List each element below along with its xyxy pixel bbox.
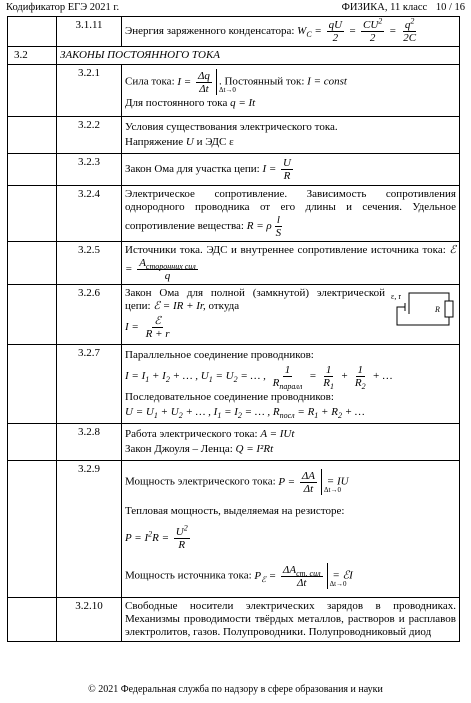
header-subject: ФИЗИКА, 11 класс (341, 2, 428, 13)
item-text: Энергия заряженного конденсатора: (125, 25, 295, 38)
page-header (6, 2, 465, 16)
item-number: 3.2.4 (57, 186, 122, 242)
item-number: 3.2.9 (57, 461, 122, 598)
formula: I = $\frac{\Delta q}{\Delta t}$ (177, 69, 210, 95)
formula: $P_ℰ$ = $\frac{\Delta A_{ст. сил}}{\Delta t}$ (254, 563, 321, 589)
formula: I = $\frac{U}{R}$ (262, 157, 291, 182)
page-footer: © 2021 Федеральная служба по надзору в сфере образования и науки (88, 684, 383, 695)
item-text: Свободные носители электрических зарядов в проводниках. Механизмы проводимости твёрдых металлов, растворов и расплавов электролитов, газов. Полупроводники. Полупроводниковый диод (122, 598, 460, 642)
formula: ℰ = $\frac{A_{сторонних сил}}{q}$ (125, 244, 457, 282)
table-row: 3.2.1 Сила тока: I = $\frac{\Delta q}{\Delta t}$ Δt→0 . Постоянный ток: I = const Для постоянного тока q = It (8, 65, 460, 117)
header-left: Кодификатор ЕГЭ 2021 г. (6, 2, 120, 13)
table-row (8, 17, 460, 47)
item-number: 3.2.7 (57, 345, 122, 424)
page-number: 10 / 16 (435, 2, 465, 13)
table-row: 3.2.3 Закон Ома для участка цепи: I = $\frac{U}{R}$ (8, 154, 460, 186)
table-row: 3.2.9 Мощность электрического тока: P = $\frac{\Delta A}{\Delta t}$ Δt→0 = IU Тепловая мощность, выделяемая на резисторе: $P = I^2R$ = $\frac{U^2}{R}$ Мощность источника тока: $P_ℰ$ = $\frac{\Delta A_{ст. сил}}{\Delta t}$ Δt→0 = ℰI (8, 461, 460, 598)
section-title: ЗАКОНЫ ПОСТОЯННОГО ТОКА (57, 47, 460, 65)
table-row: 3.2.4 Электрическое сопротивление. Зависимость сопротивления однородного проводника от его длины и сечения. Удельное сопротивление вещества: R = ρ $\frac{l}{S}$ (8, 186, 460, 242)
formula: $P = I^2R$ = $\frac{U^2}{R}$ (125, 523, 188, 551)
item-number: 3.2.1 (57, 65, 122, 117)
circuit-diagram (391, 289, 459, 329)
formula: R = ρ $\frac{l}{S}$ (246, 214, 282, 239)
item-number: 3.2.5 (57, 242, 122, 285)
formula: $I = I_1 + I_2$ + … , $U_1 = U_2$ = … , $\frac{1}{R_{паралл}}$ = $\frac{1}{R_1}$ + $\frac{1}{R_2}$ + … (125, 364, 393, 392)
item-number: 3.2.6 (57, 285, 122, 345)
table-row (8, 598, 460, 642)
codifier-table (7, 16, 460, 642)
resistor-label: R (435, 305, 440, 314)
emf-label: ε, r (391, 292, 402, 301)
section-row (8, 47, 460, 65)
formula: $W_C$ = $\frac{qU}{2}$ = $\frac{CU^2}{2}$ = $\frac{q^2}{2C}$ (297, 16, 417, 44)
formula: $U = U_1 + U_2$ + … , $I_1 = I_2$ = … , $R_{посл} = R_1 + R_2$ + … (125, 406, 365, 421)
item-number: 3.2.8 (57, 424, 122, 461)
item-number: 3.2.10 (57, 598, 122, 642)
item-number: 3.1.11 (57, 17, 122, 47)
table-row: 3.2.6 Закон Ома для полной (замкнутой) электрической цепи: ℰ = IR + Ir, откуда I = $\frac{\text{ℰ}}{R + r}$ ε, r R (8, 285, 460, 345)
table-row: 3.2.2 Условия существования электрического тока. Напряжение U и ЭДС ε (8, 117, 460, 154)
table-row: 3.2.7 Параллельное соединение проводников: $I = I_1 + I_2$ + … , $U_1 = U_2$ = … , $\frac{1}{R_{паралл}}$ = $\frac{1}{R_1}$ + $\frac{1}{R_2}$ + … Последовательное соединение проводников: $U = U_1 + U_2$ + … , $I_1 = I_2$ = … , $R_{посл} = R_1 + R_2$ + … (8, 345, 460, 424)
item-number: 3.2.2 (57, 117, 122, 154)
formula: I = $\frac{\text{ℰ}}{R + r}$ (125, 315, 170, 340)
table-row: 3.2.8 Работа электрического тока: A = IUt Закон Джоуля – Ленца: Q = I²Rt (8, 424, 460, 461)
item-number: 3.2.3 (57, 154, 122, 186)
formula: P = $\frac{\Delta A}{\Delta t}$ (278, 469, 316, 495)
section-number: 3.2 (8, 47, 57, 65)
table-row: 3.2.5 Источники тока. ЭДС и внутреннее сопротивление источника тока: ℰ = $\frac{A_{сторонних сил}}{q}$ (8, 242, 460, 285)
